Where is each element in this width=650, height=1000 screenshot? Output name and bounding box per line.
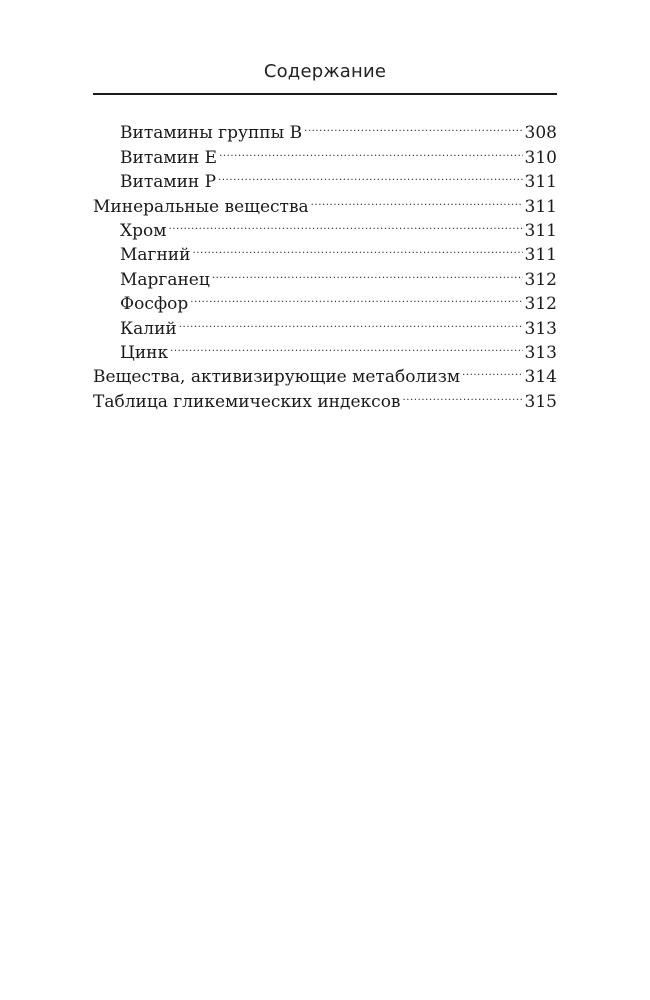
toc-entry-title: Витамин Е — [120, 147, 218, 168]
toc-entry-title: Таблица гликемических индексов — [93, 391, 401, 412]
toc-page-number: 311 — [524, 172, 557, 193]
toc-entry-title: Марганец — [120, 269, 210, 290]
toc-entry[interactable] — [93, 114, 557, 144]
toc-entry-title: Витамин Р — [120, 172, 217, 193]
toc-page-number: 311 — [524, 245, 557, 266]
toc-page-number: 310 — [524, 147, 557, 168]
toc-entry-title: Вещества, активизирующие метаболизм — [93, 367, 461, 388]
toc-page-number: 311 — [524, 220, 557, 241]
toc-dot-leader — [179, 309, 523, 333]
toc-entry-title: Витамины группы В — [120, 123, 303, 144]
toc-dot-leader — [403, 382, 523, 406]
toc-page-number: 315 — [524, 391, 557, 412]
toc-page-number: 308 — [524, 123, 557, 144]
toc-page-number: 313 — [524, 342, 557, 363]
toc-entry-title: Магний — [120, 245, 191, 266]
toc-dot-leader — [462, 358, 522, 382]
toc-entry-title: Цинк — [120, 342, 169, 363]
toc-dot-leader — [219, 138, 522, 162]
toc-dot-leader — [218, 163, 522, 187]
toc-dot-leader — [192, 236, 522, 260]
toc-entry-title: Хром — [120, 220, 167, 241]
running-header-title: Содержание — [263, 61, 387, 82]
toc-dot-leader — [212, 260, 523, 284]
toc-page-number: 313 — [524, 318, 557, 339]
table-of-contents — [93, 114, 557, 412]
toc-page-number: 311 — [524, 196, 557, 217]
toc-entry-title: Калий — [120, 318, 177, 339]
toc-page-number: 312 — [524, 294, 557, 315]
toc-entry-title: Фосфор — [120, 294, 189, 315]
toc-page-number: 312 — [524, 269, 557, 290]
toc-page-number: 314 — [524, 367, 557, 388]
toc-dot-leader — [311, 187, 523, 211]
toc-dot-leader — [190, 285, 522, 309]
toc-dot-leader — [170, 334, 522, 358]
header-divider — [93, 93, 557, 95]
toc-entry-title: Минеральные вещества — [93, 196, 309, 217]
toc-dot-leader — [304, 114, 522, 138]
toc-dot-leader — [168, 212, 522, 236]
